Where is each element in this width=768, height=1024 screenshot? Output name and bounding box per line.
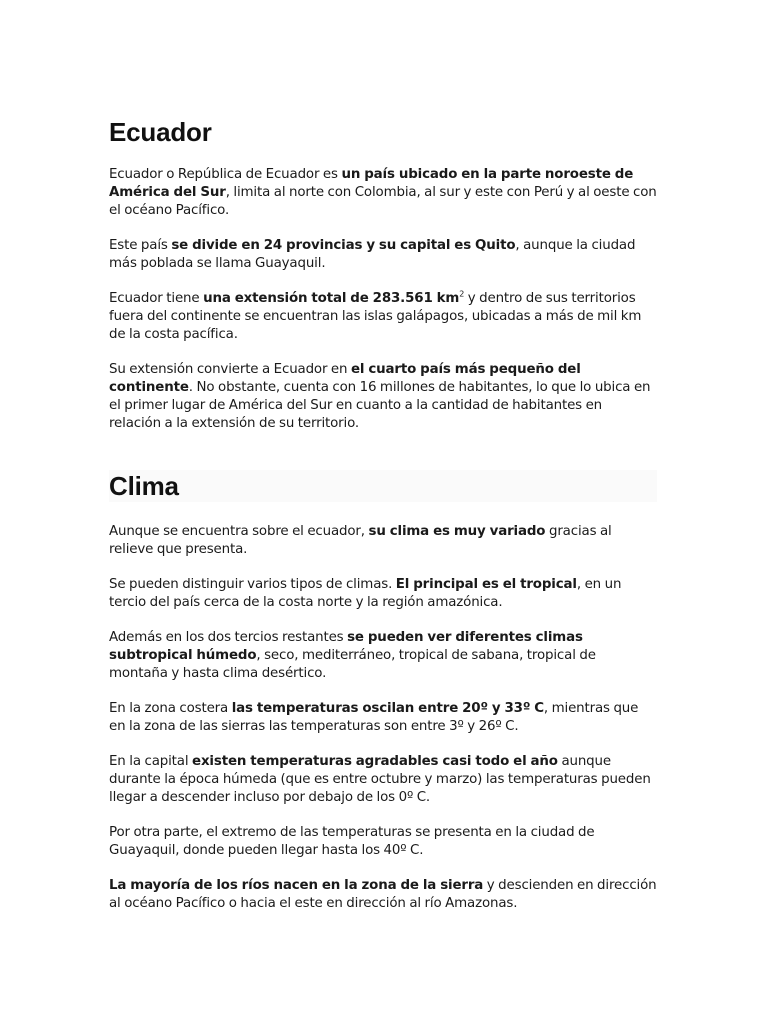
section-clima [109,470,657,930]
text-run: En la capital [109,754,193,769]
bold-text: una extensión total de 283.561 km [203,291,460,306]
text-run: , mientras que en la zona de las sierras las temperaturas son entre 3º y 26º C. [109,701,639,734]
text-run: . No obstante, cuenta con 16 millones de habitantes, lo que lo ubica en el primer lugar de América del Sur en cuanto a la cantidad de habitantes en relación a la extensión de su territorio. [109,380,651,431]
text-run: y descienden en dirección al océano Pacífico o hacia el este en dirección al río Amazonas. [109,878,657,911]
bold-text: El principal es el tropical [395,577,577,592]
text-run: , aunque la ciudad más poblada se llama Guayaquil. [109,238,636,271]
paragraph [109,877,657,913]
paragraph [109,166,657,220]
bold-text: La mayoría de los ríos nacen en la zona de la sierra [109,878,484,893]
text-run: Este país [109,238,172,253]
bold-text: se pueden ver diferentes climas subtropical húmedo [109,630,583,663]
superscript-text: 2 [459,289,465,299]
bold-text: las temperaturas oscilan entre 20º y 33º C [231,701,544,716]
bold-text: existen temperaturas agradables casi todo el año [192,754,558,769]
text-run: , en un tercio del país cerca de la costa norte y la región amazónica. [109,577,622,610]
text-run: Ecuador o República de Ecuador es [109,167,342,182]
text-run: , limita al norte con Colombia, al sur y este con Perú y al oeste con el océano Pacífico. [109,185,657,218]
bold-text: el cuarto país más pequeño del continente [109,362,581,395]
text-run: Se pueden distinguir varios tipos de climas. [109,577,396,592]
text-run: En la zona costera [109,701,232,716]
text-run: Ecuador tiene [109,291,204,306]
section-body [109,166,657,433]
text-run: , seco, mediterráneo, tropical de sabana, tropical de montaña y hasta clima desértico. [109,648,596,681]
paragraph [109,290,657,344]
section-ecuador [109,117,657,450]
section-body [109,523,657,913]
text-run: aunque durante la época húmeda (que es entre octubre y marzo) las temperaturas pueden llegar a descender incluso por debajo de los 0º C. [109,754,651,805]
text-run: Su extensión convierte a Ecuador en [109,362,351,377]
text-run: Aunque se encuentra sobre el ecuador, [109,524,369,539]
paragraph [109,237,657,273]
paragraph [109,824,657,860]
paragraph [109,753,657,807]
heading-band [109,470,657,502]
paragraph [109,361,657,433]
paragraph [109,700,657,736]
paragraph [109,629,657,683]
section-title: Clima [109,470,179,501]
text-run: y dentro de sus territorios fuera del continente se encuentran las islas galápagos, ubicadas a más de mil km de la costa pacífica. [109,291,642,342]
text-run: Por otra parte, el extremo de las temperaturas se presenta en la ciudad de Guayaquil, donde pueden llegar hasta los 40º C. [109,825,595,858]
text-run: gracias al relieve que presenta. [109,524,612,557]
paragraph [109,523,657,559]
bold-text: se divide en 24 provincias y su capital es Quito [171,238,516,253]
paragraph [109,576,657,612]
section-title: Ecuador [109,117,212,147]
bold-text: un país ubicado en la parte noroeste de América del Sur [109,167,634,200]
bold-text: su clima es muy variado [368,524,546,539]
text-run: Además en los dos tercios restantes [109,630,348,645]
